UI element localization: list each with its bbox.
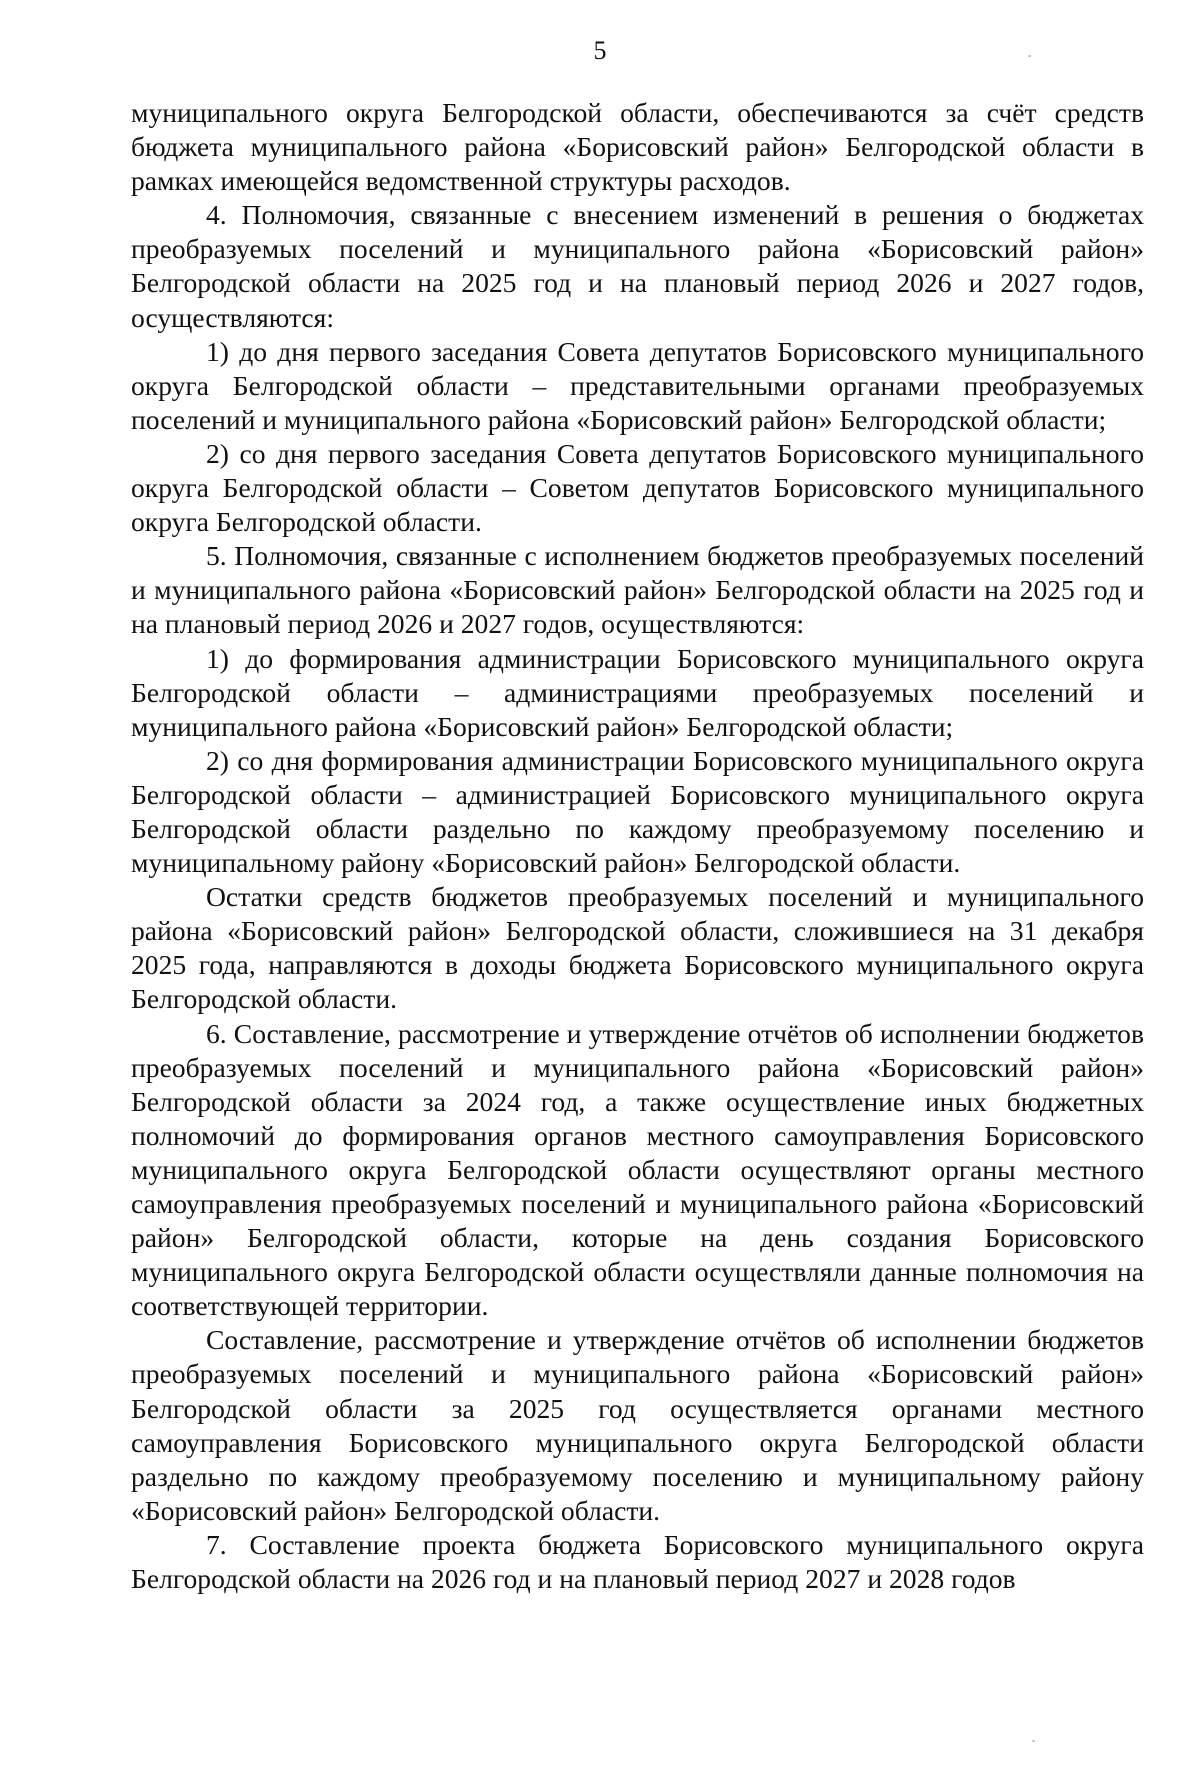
paragraph-remaining-funds: Остатки средств бюджетов преобразуемых поселений и муниципального района «Борисовский район» Белгородской области, сложившиеся на 31 декабря 2025 года, направляются в доходы бюджета Борисовского муниципального округа Белгородской области. <box>131 881 1144 1015</box>
paragraph-item-4-2: 2) со дня первого заседания Совета депутатов Борисовского муниципального округа Белгородской области – Советом депутатов Борисовского муниципального округа Белгородской области. <box>131 437 1144 538</box>
scan-speck <box>1032 1740 1035 1742</box>
paragraph-item-6: 6. Составление, рассмотрение и утверждение отчётов об исполнении бюджетов преобразуемых поселений и муниципального района «Борисовский район» Белгородской области за 2024 год, а также осуществление иных бюджетных полномочий до формирования органов местного самоуправления Борисовского муниципального округа Белгородской области осуществляют органы местного самоуправления преобразуемых поселений и муниципального района «Борисовский район» Белгородской области, которые на день создания Борисовского муниципального округа Белгородской области осуществляли данные полномочия на соответствующей территории. <box>131 1017 1144 1322</box>
page-number: 5 <box>593 36 607 65</box>
document-body <box>131 96 1144 1596</box>
paragraph-item-4-1: 1) до дня первого заседания Совета депутатов Борисовского муниципального округа Белгородской области – представительными органами преобразуемых поселений и муниципального района «Борисовский район» Белгородской области; <box>131 335 1144 435</box>
paragraph-item-4: 4. Полномочия, связанные с внесением изменений в решения о бюджетах преобразуемых поселений и муниципального района «Борисовский район» Белгородской области на 2025 год и на плановый период 2026 и 2027 годов, осуществляются: <box>131 199 1144 333</box>
paragraph-item-5: 5. Полномочия, связанные с исполнением бюджетов преобразуемых поселений и муниципального района «Борисовский район» Белгородской области на 2025 год и на плановый период 2026 и 2027 годов, осуществляются: <box>131 540 1144 640</box>
scan-speck <box>1028 55 1031 57</box>
paragraph-continued: муниципального округа Белгородской области, обеспечиваются за счёт средств бюджета муниципального района «Борисовский район» Белгородской области в рамках имеющейся ведомственной структуры расходов. <box>131 97 1144 197</box>
paragraph-item-7: 7. Составление проекта бюджета Борисовского муниципального округа Белгородской области на 2026 год и на плановый период 2027 и 2028 годов <box>131 1528 1144 1595</box>
paragraph-item-5-2: 2) со дня формирования администрации Борисовского муниципального округа Белгородской области – администрацией Борисовского муниципального округа Белгородской области раздельно по каждому преобразуемому поселению и муниципальному району «Борисовский район» Белгородской области. <box>131 744 1144 879</box>
paragraph-reports-2025: Составление, рассмотрение и утверждение отчётов об исполнении бюджетов преобразуемых поселений и муниципального района «Борисовский район» Белгородской области за 2025 год осуществляется органами местного самоуправления Борисовского муниципального округа Белгородской области раздельно по каждому преобразуемому поселению и муниципальному району «Борисовский район» Белгородской области. <box>131 1324 1144 1526</box>
paragraph-item-5-1: 1) до формирования администрации Борисовского муниципального округа Белгородской области – администрациями преобразуемых поселений и муниципального района «Борисовский район» Белгородской области; <box>131 642 1144 742</box>
